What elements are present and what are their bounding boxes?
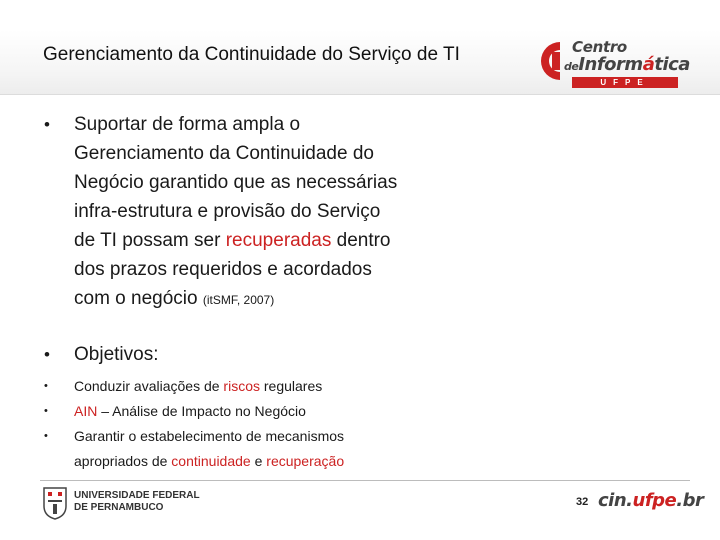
logo-ufpe-bar: UFPE	[572, 77, 678, 88]
bullet-suportar-text: Suportar de forma ampla o Gerenciamento da Continuidade do Negócio garantido que as necessárias infra-estrutura e provisão do Serviço de TI possam ser recuperadas dentro dos prazos requeridos e acordados com o negócio (itSMF, 2007)	[74, 114, 398, 309]
cin-ufpe-logo: cin.ufpe.br	[598, 490, 704, 511]
bullet-objetivos-label: Objetivos:	[74, 344, 159, 365]
page-number: 32	[576, 496, 589, 508]
bullet-dot-icon: •	[44, 380, 48, 392]
citation: (itSMF, 2007)	[202, 293, 275, 307]
page-title: Gerenciamento da Continuidade do Serviço de TI	[43, 44, 460, 65]
list-item: • AIN – Análise de Impacto no Negócio	[44, 399, 444, 424]
list-item: • Garantir o estabelecimento de mecanismos apropriados de continuidade e recuperação	[44, 424, 444, 474]
bullet-dot-icon: •	[44, 430, 48, 442]
logo-line1: Centro	[572, 38, 627, 56]
objetivos-list	[44, 374, 444, 474]
bullet-dot-icon: •	[44, 405, 48, 417]
bullet-objetivos	[44, 340, 464, 369]
centro-de-informatica-logo	[530, 36, 690, 88]
footer-divider	[40, 480, 690, 481]
list-item: • Conduzir avaliações de riscos regulares	[44, 374, 444, 399]
ufpe-name: UNIVERSIDADE FEDERAL DE PERNAMBUCO	[74, 490, 200, 513]
ufpe-logo	[42, 486, 200, 522]
highlight-recuperadas: recuperadas	[225, 230, 332, 251]
ufpe-crest-icon	[42, 486, 68, 520]
logo-line2: deInformática	[564, 54, 690, 75]
bullet-dot-icon: •	[44, 345, 50, 364]
bullet-dot-icon: •	[44, 115, 50, 134]
bullet-suportar	[44, 110, 464, 315]
